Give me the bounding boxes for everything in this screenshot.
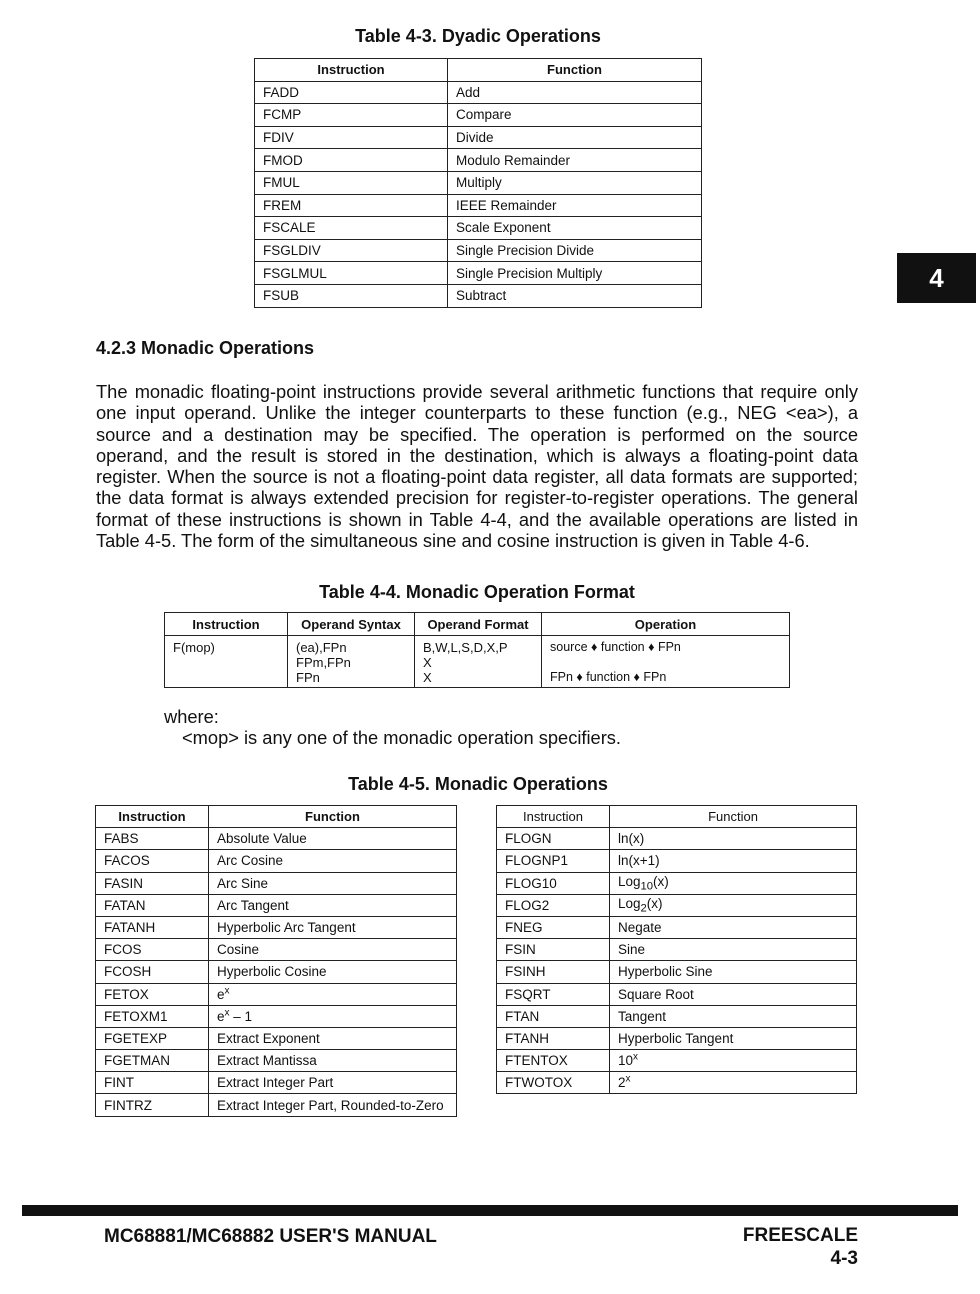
column-header-instruction: Instruction (255, 59, 448, 82)
table-row (255, 262, 702, 285)
table-header-row (96, 806, 457, 828)
instruction-cell: FGETEXP (96, 1027, 209, 1049)
function-cell (209, 1072, 457, 1094)
instruction-cell: FSQRT (497, 983, 610, 1005)
function-superscript: x (633, 1051, 639, 1063)
column-header-instruction: Instruction (497, 806, 610, 828)
where-label: where: (164, 706, 219, 727)
function-cell (209, 1005, 457, 1027)
function-text: e (217, 986, 225, 1002)
column-header-instruction: Instruction (165, 613, 288, 636)
table-row (497, 1072, 857, 1094)
table-4-4-caption: Table 4-4. Monadic Operation Format (319, 582, 635, 602)
chapter-tab-marker: 4 (897, 253, 976, 303)
instruction-cell: FATANH (96, 916, 209, 938)
mop-definition: <mop> is any one of the monadic operation specifiers. (182, 727, 622, 748)
table-row (497, 1050, 857, 1072)
operation-cell (542, 636, 790, 688)
table-row (497, 961, 857, 983)
instruction-cell: FNEG (497, 916, 610, 938)
instruction-cell: FMUL (255, 171, 448, 194)
instruction-cell: FLOGNP1 (497, 850, 610, 872)
function-text: Log (618, 896, 641, 911)
function-cell (610, 1072, 857, 1094)
function-text: Extract Exponent (217, 1030, 320, 1046)
table-row (96, 872, 457, 894)
instruction-cell: FCOSH (96, 961, 209, 983)
instruction-cell: FATAN (96, 894, 209, 916)
instruction-cell: FINT (96, 1072, 209, 1094)
table-header-row (497, 806, 857, 828)
function-text: 2 (618, 1075, 626, 1091)
function-superscript: x (224, 985, 230, 997)
table-row (497, 916, 857, 938)
operand-format-line: X (423, 670, 432, 685)
table-row (255, 126, 702, 149)
function-cell (610, 1050, 857, 1072)
operand-syntax-line: FPm,FPn (296, 655, 351, 670)
function-subscript: 10 (640, 880, 654, 893)
function-text: Tangent (618, 1008, 667, 1024)
function-cell (209, 916, 457, 938)
instruction-cell: FACOS (96, 850, 209, 872)
function-text: Hyperbolic Tangent (618, 1030, 734, 1046)
table-4-3-caption: Table 4-3. Dyadic Operations (355, 26, 601, 46)
table-header-row (165, 613, 790, 636)
column-header-function: Function (448, 59, 702, 82)
monadic-operations-table-right (496, 805, 857, 1094)
function-text: Cosine (217, 942, 260, 958)
table-row (255, 81, 702, 104)
table-row (497, 939, 857, 961)
function-cell (209, 850, 457, 872)
function-cell: Divide (448, 126, 702, 149)
body-paragraph: The monadic floating-point instructions provide several arithmetic functions that require only one input operand. Unlike the integer counterparts to these function (e.g., NEG <ea>), a source and a destination may be specified. The operation is performed on the source operand, and the result is stored in the destination, which is always a floating-point data register. When the source is not a floating-point data register, all data formats are supported; the data format is always extended precision for register-to-register operations. The general format of these instructions is shown in Table 4-4, and the available operations are listed in Table 4-5. The form of the simultaneous sine and cosine instruction is given in Table 4-6. (96, 381, 858, 552)
column-header-instruction: Instruction (96, 806, 209, 828)
function-cell (209, 1094, 457, 1116)
table-row (497, 872, 857, 894)
function-suffix: – 1 (229, 1008, 253, 1024)
instruction-cell: FMOD (255, 149, 448, 172)
operand-syntax-line: (ea),FPn (296, 640, 347, 655)
instruction-cell: FETOXM1 (96, 1005, 209, 1027)
column-header-function: Function (209, 806, 457, 828)
function-cell (610, 983, 857, 1005)
instruction-cell: FASIN (96, 872, 209, 894)
function-cell (209, 983, 457, 1005)
function-text: Negate (618, 920, 662, 936)
operation-line: FPn ♦ function ♦ FPn (550, 670, 667, 684)
instruction-cell: FDIV (255, 126, 448, 149)
function-text: Arc Sine (217, 875, 269, 891)
footer-rule (22, 1205, 958, 1216)
table-row (255, 149, 702, 172)
instruction-cell: FLOGN (497, 828, 610, 850)
instruction-cell: FSINH (497, 961, 610, 983)
instruction-cell: FTAN (497, 1005, 610, 1027)
function-text: e (217, 1008, 225, 1024)
instruction-cell: FABS (96, 828, 209, 850)
instruction-cell: FGETMAN (96, 1050, 209, 1072)
table-row (165, 636, 790, 688)
operand-format-line: B,W,L,S,D,X,P (423, 640, 508, 655)
operand-format-line: X (423, 655, 432, 670)
function-text: Arc Cosine (217, 853, 284, 869)
instruction-cell: FREM (255, 194, 448, 217)
footer-brand: FREESCALE (742, 1225, 858, 1246)
table-row (255, 194, 702, 217)
operand-syntax-cell (288, 636, 415, 688)
table-row (497, 1027, 857, 1049)
function-text: Extract Integer Part, Rounded-to-Zero (217, 1097, 444, 1113)
function-text: Sine (618, 942, 646, 958)
function-cell (610, 894, 857, 916)
footer-right-block (743, 1224, 858, 1270)
function-text: ln(x) (618, 831, 645, 847)
section-heading: 4.2.3 Monadic Operations (96, 338, 315, 358)
operation-line (550, 655, 781, 670)
instruction-cell: FSIN (497, 939, 610, 961)
column-header-operand-syntax: Operand Syntax (288, 613, 415, 636)
function-cell (209, 961, 457, 983)
function-superscript: x (625, 1073, 631, 1085)
function-cell (610, 961, 857, 983)
table-row (497, 1005, 857, 1027)
function-text: Square Root (618, 986, 694, 1002)
table-row (255, 217, 702, 240)
table-row (96, 916, 457, 938)
table-row (255, 284, 702, 307)
function-cell (209, 828, 457, 850)
function-cell (610, 1027, 857, 1049)
function-cell (610, 939, 857, 961)
monadic-format-table (164, 612, 790, 688)
instruction-cell: FLOG2 (497, 894, 610, 916)
function-text: 10 (618, 1053, 634, 1069)
table-row (255, 171, 702, 194)
dyadic-operations-table (254, 58, 702, 308)
instruction-cell: FTANH (497, 1027, 610, 1049)
table-row (96, 828, 457, 850)
function-text: ln(x+1) (618, 853, 660, 869)
table-row (255, 239, 702, 262)
table-row (96, 1050, 457, 1072)
instruction-cell: FSGLDIV (255, 239, 448, 262)
function-cell (610, 916, 857, 938)
table-row (497, 850, 857, 872)
function-text: Absolute Value (217, 831, 307, 847)
footer-manual-title: MC68881/MC68882 USER'S MANUAL (104, 1226, 437, 1247)
instruction-cell: FSUB (255, 284, 448, 307)
table-row (96, 1005, 457, 1027)
function-cell (610, 850, 857, 872)
function-cell: Single Precision Divide (448, 239, 702, 262)
footer-page-number: 4-3 (830, 1248, 858, 1269)
instruction-cell: FTENTOX (497, 1050, 610, 1072)
function-text: Hyperbolic Arc Tangent (217, 920, 356, 936)
function-suffix: (x) (646, 896, 663, 911)
function-cell: Add (448, 81, 702, 104)
instruction-cell: FSGLMUL (255, 262, 448, 285)
function-cell (209, 872, 457, 894)
function-cell: Single Precision Multiply (448, 262, 702, 285)
function-text: Hyperbolic Cosine (217, 964, 327, 980)
function-cell (209, 1027, 457, 1049)
instruction-cell: FINTRZ (96, 1094, 209, 1116)
function-cell (209, 894, 457, 916)
function-subscript: 2 (640, 902, 647, 915)
function-text: Hyperbolic Sine (618, 964, 713, 980)
table-row (96, 850, 457, 872)
instruction-cell: F(mop) (165, 636, 288, 688)
function-text: Extract Mantissa (217, 1053, 317, 1069)
column-header-operand-format: Operand Format (415, 613, 542, 636)
column-header-function: Function (610, 806, 857, 828)
instruction-cell: FCOS (96, 939, 209, 961)
table-header-row (255, 59, 702, 82)
operand-syntax-line: FPn (296, 670, 320, 685)
function-text: Arc Tangent (217, 897, 289, 913)
instruction-cell: FLOG10 (497, 872, 610, 894)
table-row (497, 828, 857, 850)
function-text: Extract Integer Part (217, 1075, 334, 1091)
function-cell: Multiply (448, 171, 702, 194)
function-superscript: x (224, 1007, 230, 1019)
instruction-cell: FADD (255, 81, 448, 104)
instruction-cell: FCMP (255, 104, 448, 127)
table-row (497, 983, 857, 1005)
function-cell (209, 1050, 457, 1072)
table-row (96, 939, 457, 961)
table-row (497, 894, 857, 916)
operation-line: source ♦ function ♦ FPn (550, 640, 681, 654)
instruction-cell: FETOX (96, 983, 209, 1005)
table-4-5-caption: Table 4-5. Monadic Operations (348, 774, 608, 794)
function-cell (610, 828, 857, 850)
function-cell: Compare (448, 104, 702, 127)
table-row (255, 104, 702, 127)
instruction-cell: FSCALE (255, 217, 448, 240)
table-row (96, 983, 457, 1005)
operand-format-cell (415, 636, 542, 688)
function-cell: Modulo Remainder (448, 149, 702, 172)
function-cell (610, 872, 857, 894)
function-suffix: (x) (653, 873, 669, 889)
function-text: Log (618, 873, 641, 889)
function-cell (610, 1005, 857, 1027)
table-row (96, 961, 457, 983)
function-cell: IEEE Remainder (448, 194, 702, 217)
table-row (96, 894, 457, 916)
table-row (96, 1027, 457, 1049)
table-row (96, 1094, 457, 1116)
column-header-operation: Operation (542, 613, 790, 636)
function-cell: Scale Exponent (448, 217, 702, 240)
table-row (96, 1072, 457, 1094)
monadic-operations-table-left (95, 805, 457, 1117)
function-cell (209, 939, 457, 961)
instruction-cell: FTWOTOX (497, 1072, 610, 1094)
function-cell: Subtract (448, 284, 702, 307)
